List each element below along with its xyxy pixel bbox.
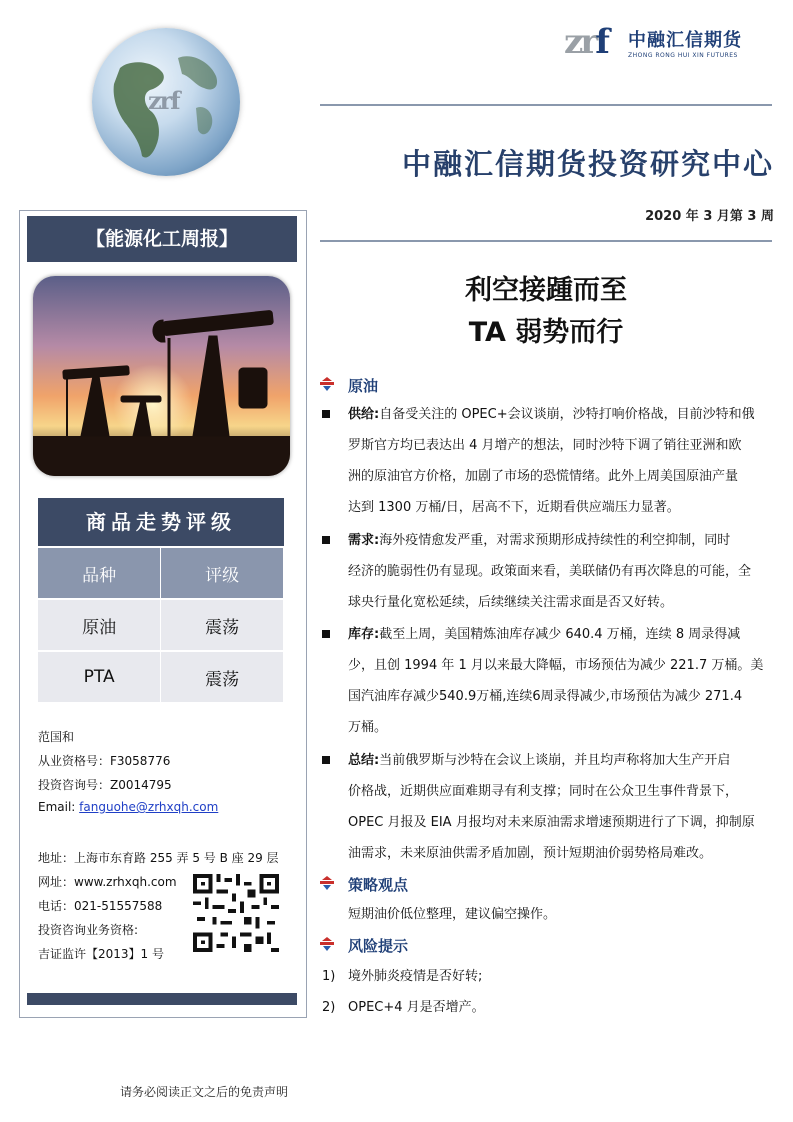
- oil-pump-photo: [33, 276, 290, 476]
- divider-mid: [320, 240, 772, 242]
- strategy-text: 短期油价低位整理，建议偏空操作。: [348, 907, 557, 922]
- qr-code-image: [192, 874, 280, 952]
- page-title: 中融汇信期货投资研究中心: [401, 147, 774, 181]
- rating-header-row: [38, 548, 284, 598]
- company-website: 网址：www.zrhxqh.com: [38, 875, 177, 889]
- qualification-value: 吉证监许【2013】1 号: [38, 947, 164, 961]
- brand-name: 中融汇信期货: [628, 30, 742, 51]
- rating-col-variety: 品种: [38, 548, 161, 598]
- sidebar-footer-bar: [27, 993, 297, 1005]
- oil-pump-illustration: [33, 276, 290, 476]
- section-title-risk: 风险提示: [348, 937, 409, 955]
- rating-title: 商品走势评级: [38, 498, 284, 546]
- headline-line-2: TA 弱势而行: [468, 317, 624, 348]
- brand-name-en: ZHONG RONG HUI XIN FUTURES: [628, 52, 738, 59]
- rating-variety: 原油: [38, 598, 161, 650]
- analyst-email: Email: fanguohe@zrhxqh.com: [38, 800, 219, 814]
- section-arrow-icon: [320, 377, 334, 391]
- rating-value: 震荡: [161, 598, 284, 650]
- section-arrow-icon: [320, 937, 334, 951]
- brand-logo-mark: zrf: [564, 22, 607, 62]
- bullet-square: [322, 410, 330, 418]
- rating-col-rating: 评级: [161, 548, 284, 598]
- qualification-label: 投资咨询业务资格:: [38, 923, 139, 937]
- demand-paragraph: 需求:海外疫情愈发严重，对需求预期形成持续性的利空抑制，同时 经济的脆弱性仍有显现。政策面来看，美联储仍有再次降息的可能，全 球央行量化宽松延续，后续继续关注需求面是否又好转。: [348, 533, 752, 610]
- rating-value: 震荡: [161, 650, 284, 702]
- supply-paragraph: 供给:自备受关注的 OPEC+会议谈崩，沙特打响价格战，目前沙特和俄 罗斯官方均已表达出 4 月增产的想法，同时沙特下调了销往亚洲和欧 洲的原油官方价格，加剧了市场的恐慌情绪。此外上周美国原油产量 达到 1300 万桶/日，居高不下，近期看供应端压力显著。: [348, 407, 755, 515]
- report-type-banner: 【能源化工周报】: [27, 216, 297, 262]
- table-row: [38, 650, 284, 702]
- section-title-crude: 原油: [348, 377, 379, 395]
- rating-table: [38, 548, 284, 702]
- analyst-name: 范国和: [38, 730, 75, 744]
- section-arrow-icon: [320, 876, 334, 890]
- rating-variety: PTA: [38, 650, 161, 702]
- risk-item: 境外肺炎疫情是否好转;: [348, 969, 483, 984]
- bullet-square: [322, 630, 330, 638]
- qr-code: [192, 874, 280, 952]
- section-title-strategy: 策略观点: [348, 876, 409, 894]
- company-phone: 电话：021-51557588: [38, 899, 163, 913]
- company-address: 地址：上海市东育路 255 弄 5 号 B 座 29 层: [38, 851, 279, 865]
- inventory-paragraph: 库存:截至上周，美国精炼油库存减少 640.4 万桶，连续 8 周录得减 少，且创 1994 年 1 月以来最大降幅，市场预估为减少 221.7 万桶。美 国汽油库存减少540.9万桶,连续6周录得减少,市场预估为减少 271.4 万桶。: [348, 627, 764, 735]
- analyst-consult-id: 投资咨询号：Z0014795: [38, 778, 172, 792]
- risk-number: 1): [322, 969, 336, 984]
- risk-number: 2): [322, 1000, 336, 1015]
- globe-mark: zrf: [148, 86, 179, 115]
- table-row: [38, 598, 284, 650]
- report-date: 2020 年 3 月第 3 周: [645, 209, 774, 224]
- summary-paragraph: 总结:当前俄罗斯与沙特在会议上谈崩，并且均声称将加大生产开启 价格战，近期供应面难期寻有利支撑；同时在公众卫生事件背景下， OPEC 月报及 EIA 月报均对未来原油需求增速预期进行了下调，抑制原 油需求，未来原油供需矛盾加剧，预计短期油价弱势格局难改。: [348, 753, 755, 861]
- analyst-license: 从业资格号：F3058776: [38, 754, 171, 768]
- bullet-square: [322, 536, 330, 544]
- headline-line-1: 利空接踵而至: [465, 275, 627, 306]
- disclaimer-note: 请务必阅读正文之后的免责声明: [120, 1085, 289, 1099]
- globe-logo: [92, 28, 240, 176]
- divider-top: [320, 104, 772, 106]
- bullet-square: [322, 756, 330, 764]
- risk-item: OPEC+4 月是否增产。: [348, 1000, 485, 1015]
- email-link[interactable]: fanguohe@zrhxqh.com: [79, 800, 219, 814]
